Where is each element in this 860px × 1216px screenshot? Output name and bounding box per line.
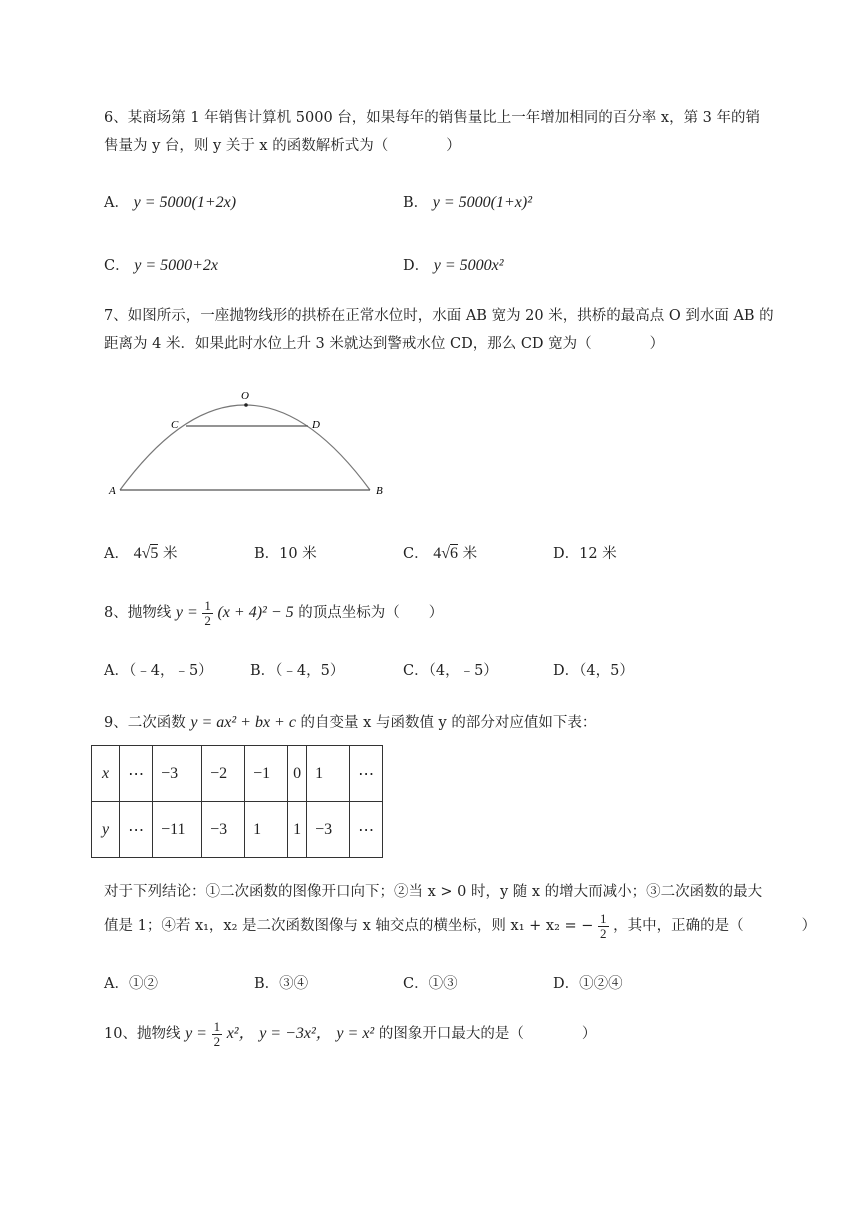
table-cell: y <box>92 802 120 858</box>
option-coef: 4 <box>133 545 142 562</box>
q7-line2: 距离为 4 米．如果此时水位上升 3 米就达到警戒水位 CD，那么 CD 宽为（ ） <box>104 336 665 352</box>
q9-option-c[interactable] <box>403 972 458 993</box>
q10-expr2: y = −3x²， <box>259 1025 332 1042</box>
option-expr: y = 5000(1+x)² <box>432 194 533 211</box>
q8-expr-pre: y = <box>175 604 198 621</box>
q6-option-c[interactable] <box>104 254 218 275</box>
table-cell: 0 <box>288 746 307 802</box>
table-cell: ⋯ <box>350 746 383 802</box>
q9-option-b[interactable] <box>254 972 308 993</box>
table-cell: x <box>92 746 120 802</box>
label-o: O <box>241 390 249 402</box>
table-cell: −11 <box>153 802 202 858</box>
table-cell: −3 <box>307 802 350 858</box>
q10-stem <box>104 1018 596 1050</box>
option-text: （4，﹣5） <box>428 663 498 679</box>
option-text: ①② <box>128 976 158 992</box>
option-label: C． <box>104 258 130 274</box>
q7-option-a[interactable] <box>104 542 177 563</box>
option-text: 12 米 <box>579 546 617 562</box>
q9-option-d[interactable] <box>553 972 623 993</box>
option-label: C． <box>403 976 429 992</box>
q6-line2: 售量为 y 台，则 y 关于 x 的函数解析式为（ ） <box>104 138 461 154</box>
q8-option-a[interactable] <box>104 659 213 680</box>
arch-bridge-figure <box>100 380 400 505</box>
option-unit: 米 <box>462 546 478 562</box>
q6-option-d[interactable] <box>403 254 504 275</box>
q9-suffix: 的自变量 x 与函数值 y 的部分对应值如下表： <box>300 715 597 731</box>
q10-fraction: $\frac{1}{2}$ <box>213 1018 221 1049</box>
option-text: 10 米 <box>279 546 317 562</box>
q10-suffix: 的图象开口最大的是（ ） <box>378 1026 597 1042</box>
option-label: C． <box>403 663 429 679</box>
table-cell: −3 <box>153 746 202 802</box>
option-label: B． <box>254 546 280 562</box>
q9-option-a[interactable] <box>104 972 158 993</box>
table-row-y <box>92 802 383 858</box>
label-a: A <box>109 485 116 497</box>
option-text: （﹣4，﹣5） <box>128 663 213 679</box>
table-cell: 1 <box>288 802 307 858</box>
sqrt-sign: √ <box>441 545 450 562</box>
q8-option-d[interactable] <box>553 659 634 680</box>
option-coef: 4 <box>433 545 442 562</box>
table-cell: 1 <box>307 746 350 802</box>
label-d: D <box>312 419 320 431</box>
q9-conclusions-line1: 对于下列结论：①二次函数的图像开口向下；②当 x > 0 时，y 随 x 的增大而减小；③二次函数的最大 <box>104 884 763 900</box>
option-radicand: 5 <box>150 545 159 562</box>
parabola-arch <box>120 405 370 490</box>
q8-expr-post: (x + 4)² − 5 <box>217 604 294 621</box>
q8-prefix: 8、抛物线 <box>104 605 172 621</box>
table-cell: −3 <box>202 802 245 858</box>
option-label: A． <box>104 976 129 992</box>
q8-fraction: $\frac{1}{2}$ <box>204 597 211 628</box>
option-label: B． <box>254 976 280 992</box>
q10-prefix: 10、抛物线 <box>104 1026 181 1042</box>
q9-expr: y = ax² + bx + c <box>190 714 296 731</box>
q8-suffix: 的顶点坐标为（ ） <box>298 605 444 621</box>
option-unit: 米 <box>162 546 178 562</box>
q6-line1: 6、某商场第 1 年销售计算机 5000 台，如果每年的销售量比上一年增加相同的百分率 x，第 3 年的销 <box>104 110 761 126</box>
value-table <box>91 745 383 858</box>
option-label: D． <box>553 976 580 992</box>
option-label: A． <box>104 195 129 211</box>
q10-expr1-pre: y = <box>185 1025 207 1042</box>
q8-stem <box>104 598 443 628</box>
option-label: A． <box>104 663 129 679</box>
table-cell: ⋯ <box>350 802 383 858</box>
vertex-point <box>244 403 248 407</box>
option-text: ①③ <box>428 976 458 992</box>
q7-option-c[interactable] <box>403 542 477 563</box>
option-expr: y = 5000(1+2x) <box>133 194 237 211</box>
label-c: C <box>171 419 179 431</box>
option-label: D． <box>553 546 580 562</box>
option-radicand: 6 <box>450 545 458 562</box>
option-text: ③④ <box>279 976 309 992</box>
option-label: C． <box>403 546 429 562</box>
q7-line1: 7、如图所示，一座抛物线形的拱桥在正常水位时，水面 AB 宽为 20 米，拱桥的最高点 O 到水面 AB 的 <box>104 308 774 324</box>
option-expr: y = 5000+2x <box>134 257 219 274</box>
q6-option-a[interactable] <box>104 191 236 212</box>
table-cell: 1 <box>245 802 288 858</box>
q9-line2-pre: 值是 1；④若 x₁，x₂ 是二次函数图像与 x 轴交点的横坐标，则 x₁ + x₂ = − <box>104 918 594 934</box>
option-label: B． <box>403 195 429 211</box>
q9-line2-post: ，其中，正确的是（ ） <box>613 918 817 934</box>
q7-option-d[interactable] <box>553 542 617 563</box>
table-cell: ⋯ <box>120 746 153 802</box>
table-cell: −1 <box>245 746 288 802</box>
option-label: A． <box>104 546 129 562</box>
q9-prefix: 9、二次函数 <box>104 715 186 731</box>
option-label: D． <box>403 258 430 274</box>
option-label: B． <box>250 663 276 679</box>
q9-stem <box>104 713 596 733</box>
q9-fraction: $\frac{1}{2}$ <box>600 910 607 941</box>
option-label: D． <box>553 663 580 679</box>
option-text: （﹣4，5） <box>275 663 345 679</box>
option-text: ①②④ <box>579 976 623 992</box>
table-cell: ⋯ <box>120 802 153 858</box>
label-b: B <box>376 485 383 497</box>
q9-conclusions-line2 <box>104 910 816 942</box>
q10-expr3: y = x² <box>336 1025 375 1042</box>
q10-expr1-post: x²， <box>226 1025 255 1042</box>
table-row-x <box>92 746 383 802</box>
table-cell: −2 <box>202 746 245 802</box>
q6-option-b[interactable] <box>403 191 532 212</box>
sqrt-sign: √ <box>141 545 151 562</box>
q8-option-c[interactable] <box>403 659 498 680</box>
q8-option-b[interactable] <box>250 659 344 680</box>
q7-option-b[interactable] <box>254 542 317 563</box>
option-expr: y = 5000x² <box>433 257 504 274</box>
option-text: （4，5） <box>579 663 634 679</box>
